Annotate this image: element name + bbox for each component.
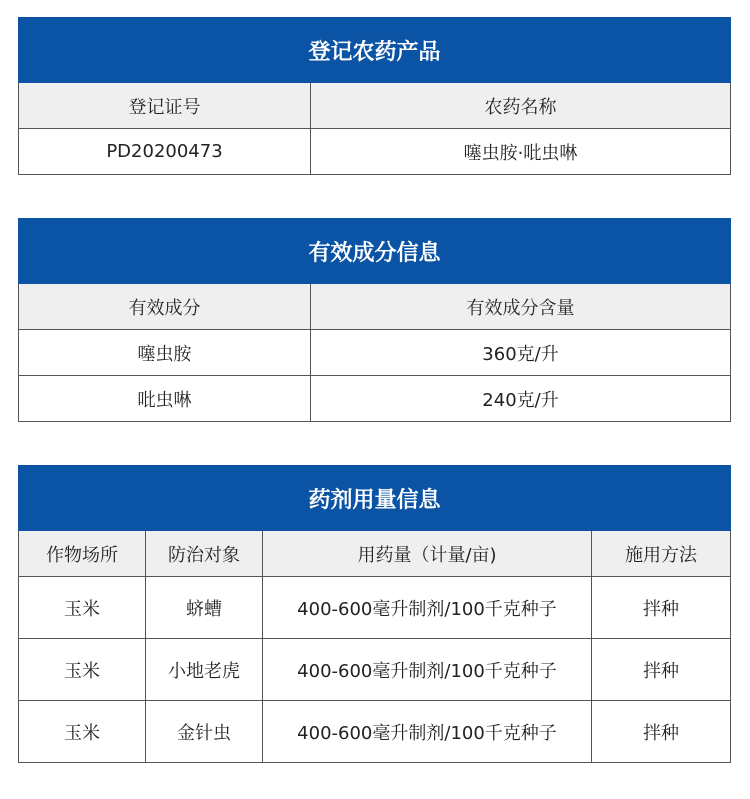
- header-ingredient: 有效成分: [19, 284, 311, 330]
- header-pesticide-name: 农药名称: [311, 83, 731, 129]
- table-row: [19, 330, 731, 376]
- application-method: 拌种: [592, 577, 731, 639]
- ingredient-content: 360克/升: [311, 330, 731, 376]
- dosage-amount: 400-600毫升制剂/100千克种子: [263, 701, 592, 763]
- table-row: [19, 577, 731, 639]
- ingredient-content: 240克/升: [311, 376, 731, 422]
- target-pest: 金针虫: [146, 701, 263, 763]
- dosage-amount: 400-600毫升制剂/100千克种子: [263, 577, 592, 639]
- table-row: [19, 129, 731, 175]
- crop: 玉米: [19, 577, 146, 639]
- dosage-amount: 400-600毫升制剂/100千克种子: [263, 639, 592, 701]
- table-row: [19, 639, 731, 701]
- ingredient-name: 吡虫啉: [19, 376, 311, 422]
- target-pest: 蛴螬: [146, 577, 263, 639]
- header-method: 施用方法: [592, 531, 731, 577]
- target-pest: 小地老虎: [146, 639, 263, 701]
- ingredient-name: 噻虫胺: [19, 330, 311, 376]
- header-crop: 作物场所: [19, 531, 146, 577]
- table-row: [19, 701, 731, 763]
- header-ingredient-content: 有效成分含量: [311, 284, 731, 330]
- application-method: 拌种: [592, 639, 731, 701]
- pesticide-name: 噻虫胺·吡虫啉: [311, 129, 731, 175]
- dosage-title: 药剂用量信息: [19, 466, 731, 531]
- ingredients-table: [18, 218, 731, 422]
- registration-table: [18, 17, 731, 175]
- application-method: 拌种: [592, 701, 731, 763]
- header-dosage: 用药量（计量/亩): [263, 531, 592, 577]
- registration-number: PD20200473: [19, 129, 311, 175]
- header-registration-number: 登记证号: [19, 83, 311, 129]
- dosage-table: [18, 465, 731, 763]
- ingredients-title: 有效成分信息: [19, 219, 731, 284]
- registration-title: 登记农药产品: [19, 18, 731, 83]
- crop: 玉米: [19, 701, 146, 763]
- crop: 玉米: [19, 639, 146, 701]
- table-row: [19, 376, 731, 422]
- header-target-pest: 防治对象: [146, 531, 263, 577]
